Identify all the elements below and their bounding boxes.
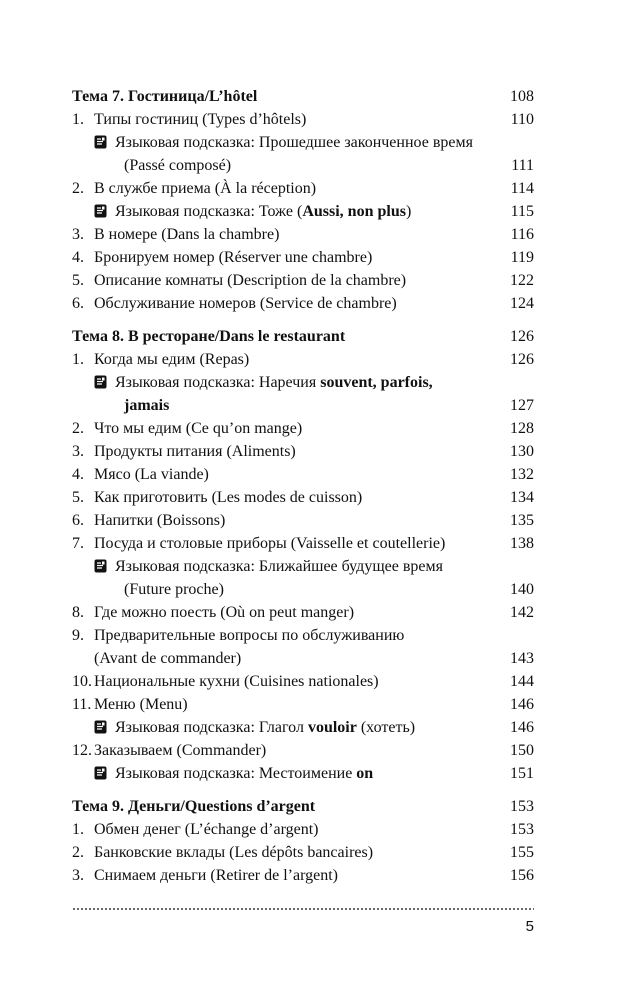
toc-item[interactable] [72, 601, 534, 624]
item-title: Снимаем деньги (Retirer de l’argent) [94, 867, 339, 884]
item-number: 4. [72, 249, 84, 266]
page-ref: 143 [510, 650, 534, 667]
toc-item[interactable] [72, 177, 534, 200]
item-title: Мясо (La viande) [94, 466, 209, 483]
toc-language-hint[interactable] [72, 371, 534, 417]
item-title: В службе приема (À la réception) [94, 180, 317, 197]
hint-text: (Passé composé) [124, 157, 232, 174]
hint-text: Языковая подсказка: Тоже ( [115, 203, 303, 220]
hint-text: (Future proche) [124, 581, 224, 598]
topic-title: Тема 9. Деньги/Questions d’argent [72, 798, 316, 815]
item-number: 4. [72, 466, 84, 483]
toc-language-hint[interactable] [72, 716, 534, 739]
page-ref: 126 [510, 328, 534, 345]
page-ref: 153 [510, 821, 534, 838]
page-ref: 151 [510, 765, 534, 782]
item-title: Меню (Menu) [94, 696, 188, 713]
page-ref: 132 [510, 466, 534, 483]
page-ref: 114 [510, 180, 534, 197]
item-number: 6. [72, 295, 84, 312]
dotted-divider [72, 907, 534, 911]
toc-item[interactable] [72, 486, 534, 509]
page-ref: 126 [510, 351, 534, 368]
hint-keyword: souvent, parfois, [320, 374, 433, 391]
page-ref: 150 [510, 742, 534, 759]
item-title: Обмен денег (L’échange d’argent) [94, 821, 319, 838]
page-ref: 122 [510, 272, 534, 289]
item-number: 2. [72, 844, 84, 861]
item-number: 3. [72, 443, 84, 460]
item-number: 3. [72, 226, 84, 243]
topic-title: Тема 7. Гостиница/L’hôtel [72, 88, 258, 105]
book-hint-icon [94, 559, 107, 573]
page-ref: 142 [510, 604, 534, 621]
hint-text: Языковая подсказка: Глагол [115, 719, 308, 736]
toc-item[interactable] [72, 108, 534, 131]
toc-topic[interactable] [72, 795, 534, 818]
item-number: 10. [72, 673, 92, 690]
book-hint-icon [94, 766, 107, 780]
item-number: 1. [72, 351, 84, 368]
hint-text-after: ) [405, 203, 412, 220]
page-ref: 138 [510, 535, 534, 552]
toc-language-hint[interactable] [72, 762, 534, 785]
book-hint-icon [94, 375, 107, 389]
page-ref: 140 [510, 581, 534, 598]
item-number: 1. [72, 821, 84, 838]
hint-text: Языковая подсказка: Ближайшее будущее время [115, 558, 443, 575]
toc-item[interactable] [72, 818, 534, 841]
item-title: Обслуживание номеров (Service de chambre) [94, 295, 397, 312]
item-title: Банковские вклады (Les dépôts bancaires) [94, 844, 374, 861]
book-hint-icon [94, 135, 107, 149]
page-ref: 155 [510, 844, 534, 861]
hint-keyword: jamais [124, 397, 170, 414]
toc-item[interactable] [72, 223, 534, 246]
item-number: 6. [72, 512, 84, 529]
item-title: Бронируем номер (Réserver une chambre) [94, 249, 373, 266]
hint-text: Языковая подсказка: Местоимение [115, 765, 357, 782]
page-ref: 144 [510, 673, 534, 690]
page-ref: 134 [510, 489, 534, 506]
table-of-contents [72, 85, 534, 887]
toc-language-hint[interactable] [72, 555, 534, 601]
item-number: 3. [72, 867, 84, 884]
item-number: 12. [72, 742, 92, 759]
toc-item[interactable] [72, 624, 534, 670]
hint-text-after: (хотеть) [356, 719, 416, 736]
page-ref: 108 [510, 88, 534, 105]
toc-item[interactable] [72, 440, 534, 463]
topic-title: Тема 8. В ресторане/Dans le restaurant [72, 328, 346, 345]
toc-item[interactable] [72, 348, 534, 371]
toc-item[interactable] [72, 532, 534, 555]
toc-item[interactable] [72, 269, 534, 292]
page-ref: 116 [510, 226, 534, 243]
toc-item[interactable] [72, 693, 534, 716]
item-title: Предварительные вопросы по обслуживанию [94, 627, 405, 644]
item-title: Как приготовить (Les modes de cuisson) [94, 489, 363, 506]
toc-item[interactable] [72, 292, 534, 315]
toc-item[interactable] [72, 864, 534, 887]
page-ref: 130 [510, 443, 534, 460]
hint-keyword: on [356, 765, 374, 782]
item-title: Где можно поесть (Où on peut manger) [94, 604, 355, 621]
toc-language-hint[interactable] [72, 131, 534, 177]
page-ref: 153 [510, 798, 534, 815]
item-number: 1. [72, 111, 84, 128]
item-title: Описание комнаты (Description de la chambre) [94, 272, 407, 289]
page-ref: 110 [510, 111, 534, 128]
item-number: 2. [72, 420, 84, 437]
toc-item[interactable] [72, 739, 534, 762]
item-number: 5. [72, 272, 84, 289]
toc-item[interactable] [72, 670, 534, 693]
item-title: Посуда и столовые приборы (Vaisselle et coutellerie) [94, 535, 446, 552]
item-title: Национальные кухни (Cuisines nationales) [94, 673, 379, 690]
toc-item[interactable] [72, 246, 534, 269]
page-number: 5 [525, 918, 534, 935]
page-ref: 146 [510, 696, 534, 713]
page-ref: 156 [510, 867, 534, 884]
toc-item[interactable] [72, 509, 534, 532]
item-title: Заказываем (Commander) [94, 742, 267, 759]
page-ref: 146 [510, 719, 534, 736]
item-title: Продукты питания (Aliments) [94, 443, 296, 460]
hint-text: Языковая подсказка: Наречия [115, 374, 321, 391]
item-title: В номере (Dans la chambre) [94, 226, 280, 243]
page-ref: 119 [510, 249, 534, 266]
item-title: Что мы едим (Ce qu’on mange) [94, 420, 303, 437]
item-number: 11. [72, 696, 92, 713]
item-number: 7. [72, 535, 84, 552]
toc-item[interactable] [72, 463, 534, 486]
item-title: Когда мы едим (Repas) [94, 351, 250, 368]
item-number: 2. [72, 180, 84, 197]
page-ref: 135 [510, 512, 534, 529]
book-hint-icon [94, 720, 107, 734]
toc-language-hint[interactable] [72, 200, 534, 223]
page-ref: 128 [510, 420, 534, 437]
item-title: Типы гостиниц (Types d’hôtels) [94, 111, 307, 128]
item-number: 8. [72, 604, 84, 621]
toc-item[interactable] [72, 841, 534, 864]
toc-item[interactable] [72, 417, 534, 440]
item-number: 5. [72, 489, 84, 506]
book-hint-icon [94, 204, 107, 218]
page-ref: 115 [510, 203, 534, 220]
hint-text: Языковая подсказка: Прошедшее законченное время [115, 134, 473, 151]
item-title-cont: (Avant de commander) [94, 650, 242, 667]
hint-keyword: Aussi, non plus [302, 203, 406, 220]
item-number: 9. [72, 627, 84, 644]
page-ref: 111 [511, 157, 534, 174]
item-title: Напитки (Boissons) [94, 512, 226, 529]
toc-topic[interactable] [72, 325, 534, 348]
page-ref: 124 [510, 295, 534, 312]
toc-topic[interactable] [72, 85, 534, 108]
hint-keyword: vouloir [307, 719, 357, 736]
page-ref: 127 [510, 397, 534, 414]
